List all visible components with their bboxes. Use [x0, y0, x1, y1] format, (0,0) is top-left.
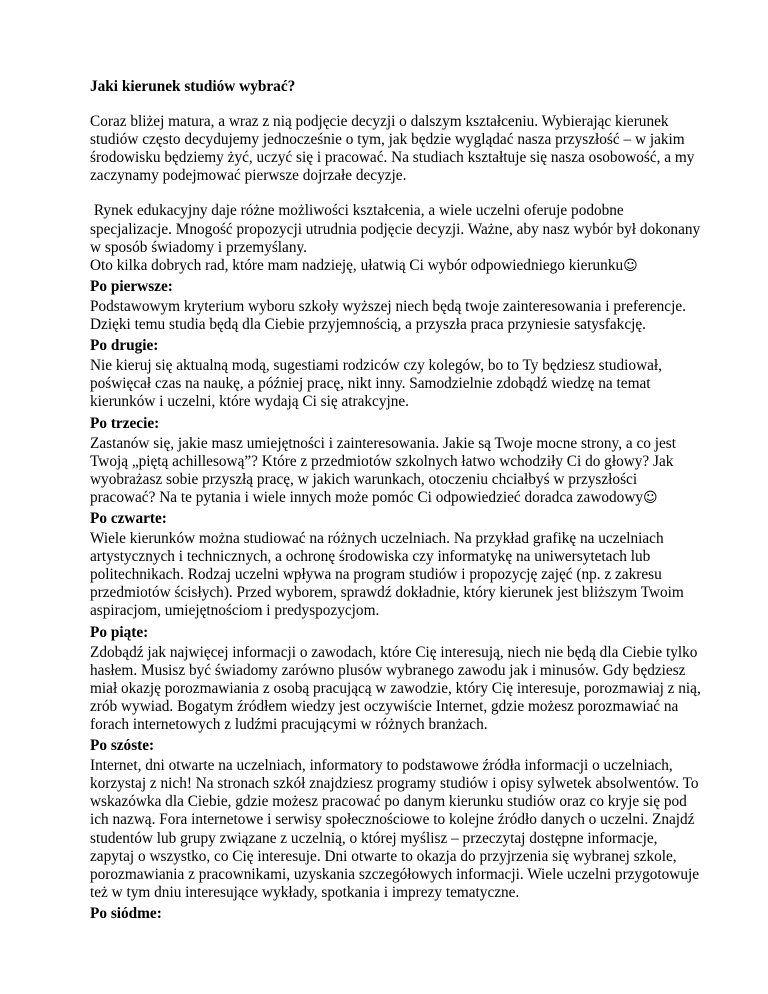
intro-paragraph-1: Coraz bliżej matura, a wraz z nią podjęcie decyzji o dalszym kształceniu. Wybierając kierunek studiów często decydujemy jednocześnie o tym, jak będzie wyglądać nasza przyszłość – w jakim środowisku będziemy żyć, uczyć się i pracować. Na studiach kształtuje się nasza osobowość, a my zaczynamy podejmować pierwsze dojrzałe decyzje.: [90, 113, 695, 185]
section-text-4: Wiele kierunków można studiować na różnych uczelniach. Na przykład grafikę na uczelniach artystycznych i technicznych, a ochronę środowiska czy informatykę na uniwersytetach lub politechnikach. Rodzaj uczelni wpływa na program studiów i propozycję zajęć (np. z zakresu przedmiotów ścisłych). Przed wyborem, sprawdź dokładnie, który kierunek jest bliższym Twoim aspiracjom, umiejętnościom i predyspozycjom.: [90, 530, 684, 620]
section-heading-1: Po pierwsze:: [90, 277, 173, 295]
intro-paragraph-3: [90, 257, 704, 275]
section-text-6: Internet, dni otwarte na uczelniach, informatory to podstawowe źródła informacji o uczelniach, korzystaj z nich! Na stronach szkół znajdziesz programy studiów i opisy sylwetek absolwentów. To wskazówka dla Ciebie, gdzie możesz pracować po danym kierunku studiów oraz co kryje się pod ich nazwą. Fora internetowe i serwisy społecznościowe to kolejne źródło danych o uczelni. Znajdź studentów lub grupy związane z uczelnią, o której myślisz – przeczytaj dostępne informacje, zapytaj o wszystko, co Cię interesuje. Dni otwarte to okazja do przyjrzenia się wybranej szkole, porozmawiania z pracownikami, uzyskania szczegółowych informacji. Wiele uczelni przygotowuje też w tym dniu interesujące wykłady, spotkania i imprezy tematyczne.: [90, 757, 700, 901]
section-heading-2: Po drugie:: [90, 337, 159, 355]
intro-paragraph-2: Rynek edukacyjny daje różne możliwości kształcenia, a wiele uczelni oferuje podobne specjalizacje. Mnogość propozycji utrudnia podjęcie decyzji. Ważne, aby nasz wybór był dokonany w sposób świadomy i przemyślany.: [90, 202, 704, 256]
section-heading-7: Po siódme:: [90, 904, 162, 922]
section-heading-3: Po trzecie:: [90, 414, 160, 432]
section-heading-4: Po czwarte:: [90, 509, 167, 527]
section-heading-5: Po piąte:: [90, 623, 149, 641]
section-text-3: [90, 435, 704, 507]
document-page: [90, 78, 704, 925]
section-text-3-body: Zastanów się, jakie masz umiejętności i zainteresowania. Jakie są Twoje mocne strony, a co jest Twoją „piętą achillesową”? Które z przedmiotów szkolnych łatwo wchodziły Ci do głowy? Jak wyobrażasz sobie przyszłą pracę, w jakich warunkach, otoczeniu chciałbyś w przyszłości pracować? Na te pytania i wiele innych może pomóc Ci odpowiedzieć doradca zawodowy: [90, 434, 676, 506]
section-heading-6: Po szóste:: [90, 737, 155, 755]
section-text-2: Nie kieruj się aktualną modą, sugestiami rodziców czy kolegów, bo to Ty będziesz studiował, poświęcał czas na naukę, a później pracę, nikt inny. Samodzielnie zdobądź wiedzę na temat kierunków i uczelni, które wydają Ci się atrakcyjne.: [90, 357, 662, 411]
smiley-icon: ☺: [623, 257, 638, 274]
intro-paragraph-3-text: Oto kilka dobrych rad, które mam nadzieję, ułatwią Ci wybór odpowiedniego kierunku: [90, 256, 624, 274]
smiley-icon: ☺: [643, 489, 658, 506]
document-title: Jaki kierunek studiów wybrać?: [90, 78, 296, 95]
section-text-5: Zdobądź jak najwięcej informacji o zawodach, które Cię interesują, niech nie będą dla Ciebie tylko hasłem. Musisz być świadomy zarówno plusów wybranego zawodu jak i minusów. Gdy będziesz miał okazję porozmawiania z osobą pracującą w zawodzie, który Cię interesuje, porozmawiaj z nią, zrób wywiad. Bogatym źródłem wiedzy jest oczywiście Internet, gdzie możesz porozmawiać na forach internetowych z ludźmi pracującymi w różnych branżach.: [90, 643, 701, 733]
section-text-1: Podstawowym kryterium wyboru szkoły wyższej niech będą twoje zainteresowania i preferencje. Dzięki temu studia będą dla Ciebie przyjemnością, a przyszła praca przyniesie satysfakcję.: [90, 297, 686, 334]
